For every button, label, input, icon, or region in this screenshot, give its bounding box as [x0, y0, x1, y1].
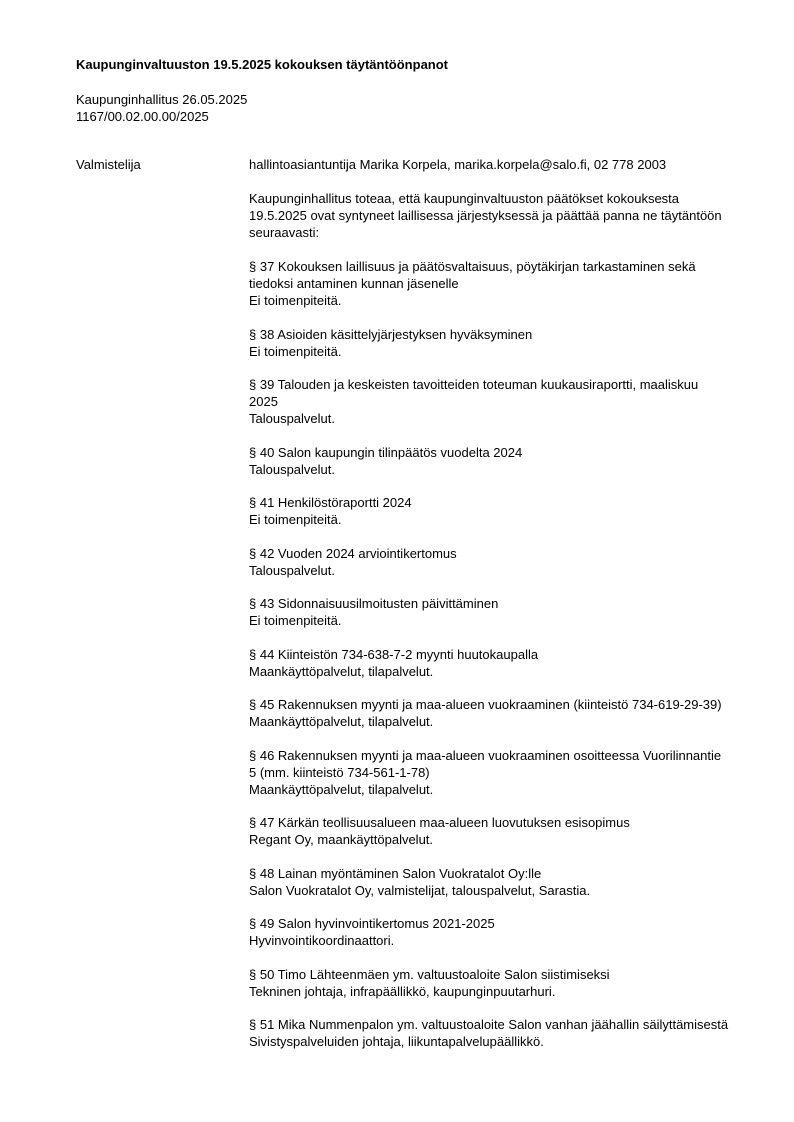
section-action: Regant Oy, maankäyttöpalvelut.	[249, 832, 434, 847]
section-action: Maankäyttöpalvelut, tilapalvelut.	[249, 714, 434, 729]
preparer-value: hallintoasiantuntija Marika Korpela, marika.korpela@salo.fi, 02 778 2003	[249, 157, 667, 172]
intro-paragraph: Kaupunginhallitus toteaa, että kaupunginvaltuuston päätökset kokouksesta 19.5.2025 ovat syntyneet laillisessa järjestyksessä ja päättää panna ne täytäntöön seuraavasti:	[249, 191, 722, 240]
section-action: Talouspalvelut.	[249, 562, 335, 578]
section-title: § 41 Henkilöstöraportti 2024	[249, 495, 412, 510]
section-title: § 40 Salon kaupungin tilinpäätös vuodelta 2024	[249, 444, 523, 460]
section-item	[249, 595, 729, 629]
section-title: § 43 Sidonnaisuusilmoitusten päivittäminen	[249, 596, 499, 611]
section-item	[249, 326, 729, 360]
section-action: Ei toimenpiteitä.	[249, 343, 342, 359]
section-title: § 42 Vuoden 2024 arviointikertomus	[249, 545, 457, 561]
section-action: Talouspalvelut.	[249, 411, 335, 426]
section-title: § 44 Kiinteistön 734-638-7-2 myynti huutokaupalla	[249, 646, 539, 662]
section-action: Ei toimenpiteitä.	[249, 293, 342, 308]
board-date: Kaupunginhallitus 26.05.2025	[76, 92, 248, 107]
preparer-label: Valmistelija	[76, 157, 141, 172]
section-title: § 38 Asioiden käsittelyjärjestyksen hyväksyminen	[249, 326, 533, 342]
section-item	[249, 747, 729, 798]
section-title: § 47 Kärkän teollisuusalueen maa-alueen luovutuksen esisopimus	[249, 815, 630, 830]
section-title: § 45 Rakennuksen myynti ja maa-alueen vuokraaminen (kiinteistö 734-619-29-39)	[249, 697, 722, 712]
section-title: § 46 Rakennuksen myynti ja maa-alueen vuokraaminen osoitteessa Vuorilinnantie 5 (mm. kiinteistö 734-561-1-78)	[249, 747, 722, 780]
section-list	[249, 258, 729, 1050]
section-action: Ei toimenpiteitä.	[249, 512, 342, 527]
section-action: Tekninen johtaja, infrapäällikkö, kaupunginpuutarhuri.	[249, 983, 556, 999]
section-action: Maankäyttöpalvelut, tilapalvelut.	[249, 781, 434, 797]
section-action: Hyvinvointikoordinaattori.	[249, 933, 395, 948]
section-item	[249, 915, 729, 949]
record-number: 1167/00.02.00.00/2025	[76, 109, 209, 124]
section-item	[249, 696, 729, 730]
section-title: § 48 Lainan myöntäminen Salon Vuokratalot Oy:lle	[249, 865, 542, 881]
section-title: § 37 Kokouksen laillisuus ja päätösvaltaisuus, pöytäkirjan tarkastaminen sekä tiedoksi antaminen kunnan jäsenelle	[249, 259, 696, 291]
section-action: Maankäyttöpalvelut, tilapalvelut.	[249, 663, 434, 679]
section-item	[249, 494, 729, 528]
section-action: Salon Vuokratalot Oy, valmistelijat, talouspalvelut, Sarastia.	[249, 882, 591, 898]
section-item	[249, 865, 729, 899]
section-item	[249, 376, 729, 427]
section-item	[249, 545, 729, 579]
section-title: § 39 Talouden ja keskeisten tavoitteiden toteuman kuukausiraportti, maaliskuu 2025	[249, 377, 699, 409]
section-item	[249, 814, 729, 848]
document-title: Kaupunginvaltuuston 19.5.2025 kokouksen täytäntöönpanot	[76, 57, 449, 72]
section-item	[249, 1016, 729, 1050]
section-item	[249, 966, 729, 1000]
section-title: § 51 Mika Nummenpalon ym. valtuustoaloite Salon vanhan jäähallin säilyttämisestä	[249, 1017, 729, 1032]
section-action: Sivistyspalveluiden johtaja, liikuntapalvelupäällikkö.	[249, 1034, 544, 1049]
section-title: § 49 Salon hyvinvointikertomus 2021-2025	[249, 916, 495, 931]
document-meta	[76, 91, 247, 125]
section-item	[249, 258, 729, 309]
section-item	[249, 444, 729, 478]
section-action: Ei toimenpiteitä.	[249, 613, 342, 628]
document-body	[249, 156, 729, 1050]
section-item	[249, 646, 729, 680]
section-action: Talouspalvelut.	[249, 461, 335, 477]
section-title: § 50 Timo Lähteenmäen ym. valtuustoaloite Salon siistimiseksi	[249, 966, 610, 982]
